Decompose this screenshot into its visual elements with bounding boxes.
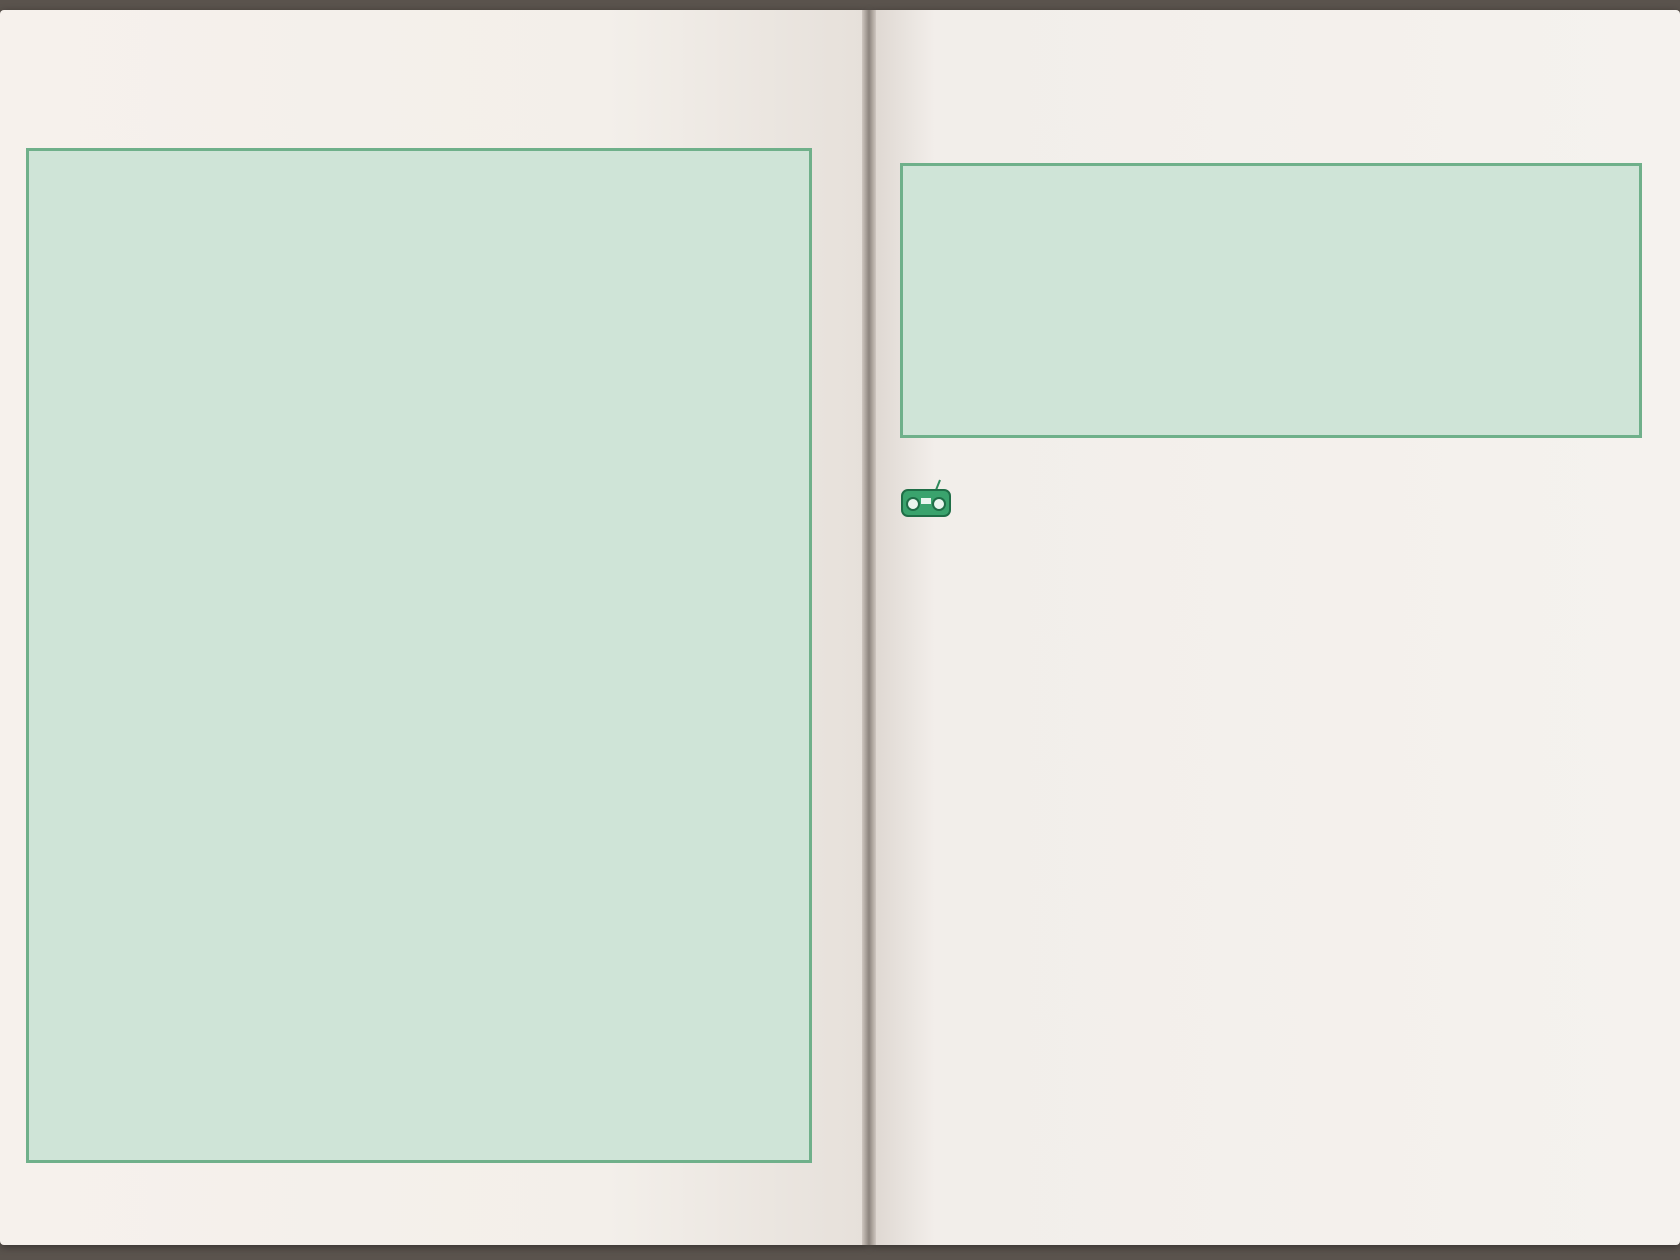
radio-cassette-icon [900,478,952,520]
glossary-box-left [26,148,812,1163]
book-gutter [862,10,876,1245]
glossary-box-right [900,163,1642,438]
